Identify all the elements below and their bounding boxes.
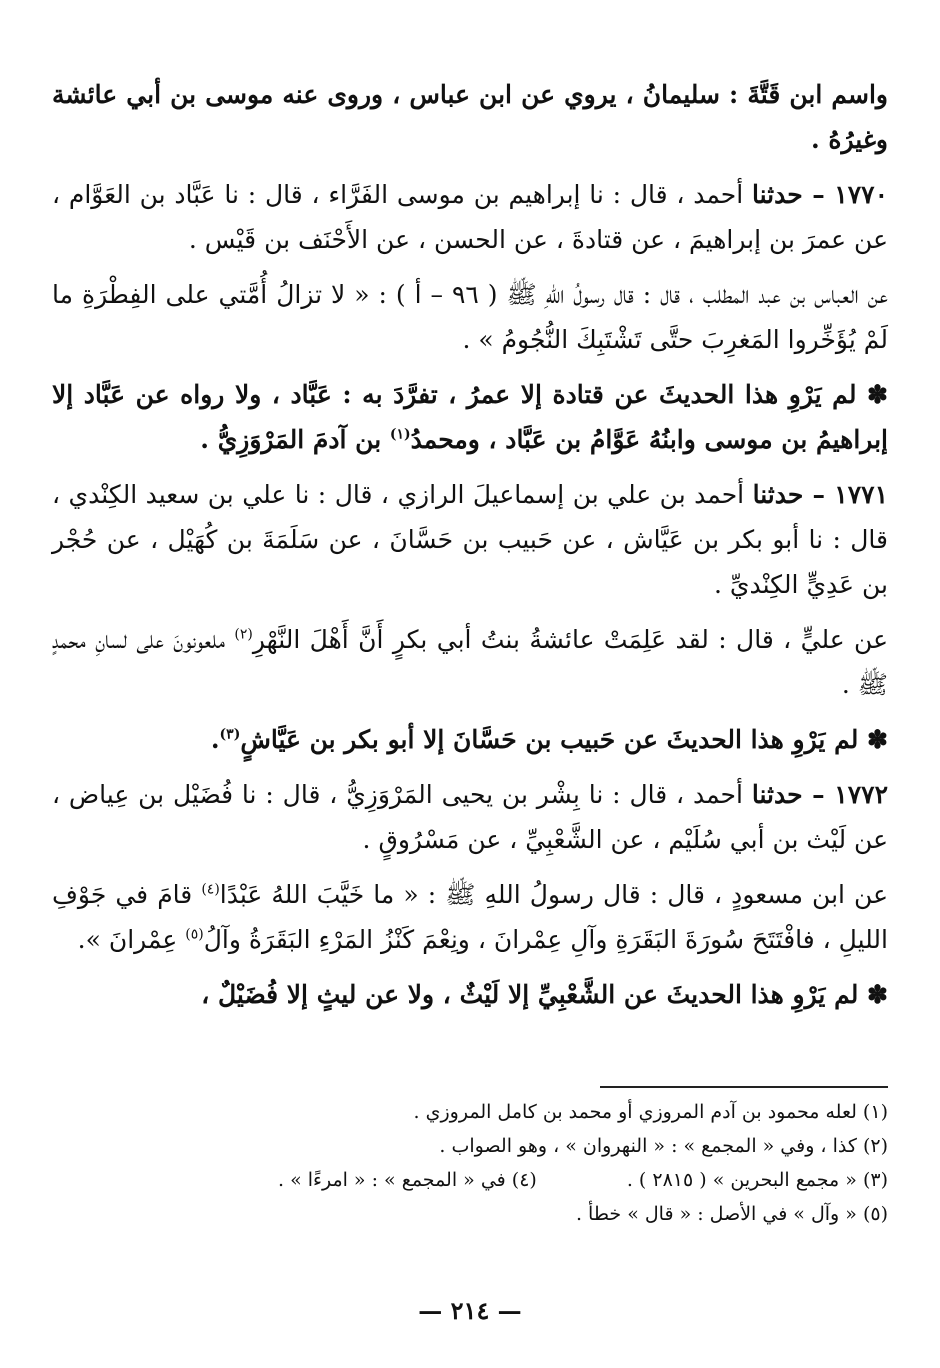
footnote-ref: (٢) xyxy=(234,626,253,643)
footnote-ref: (١) xyxy=(389,426,411,443)
footnote-4: (٤) في « المجمع » : « امرءًا » . xyxy=(278,1169,537,1191)
commentary-paragraph: ✽ لم يَرْوِ هذا الحديثَ عن حَبيب بن حَسَّانَ إلا أبو بكر بن عَيَّاشٍ$^{(٣)}$. xyxy=(210,725,888,754)
page-number: — ٢١٤ — xyxy=(418,1296,522,1325)
footnote-divider xyxy=(600,1086,888,1088)
footnote-row xyxy=(52,1163,888,1197)
hadith-1771: ١٧٧١ – حدثنا أحمد بن علي بن إسماعيلَ الرازي ، قال : نا علي بن سعيد الكِنْدي ، قال : نا أبو بكر بن عَيَّاش ، عن حَبيب بن حَسَّانَ ، عن سَلَمَةَ بن كُهَيْل ، عن حُجْر بن عَدِيٍّ الكِنْديِّ . xyxy=(52,480,888,599)
paragraph: واسم ابن قَتَّةَ : سليمانُ ، يروي عن ابن عباس ، وروى عنه موسى بن أبي عائشة وغيرُهُ . xyxy=(52,80,888,154)
matn-paragraph: عن العباس بن عبد المطلب ، قال : قال رسولُ اللهِ ﷺ ( ٩٦ – أ ) : « لا تزالُ أُمَّتي على الفِطْرَةِ ما لَمْ يُؤَخِّروا المَغرِبَ حتَّى تَشْتَبِكَ النُّجُومُ » . xyxy=(52,280,888,354)
main-text xyxy=(52,72,888,1027)
commentary-paragraph: ✽ لم يَرْوِ هذا الحديثَ عن الشَّعْبِيِّ إلا لَيْثٌ ، ولا عن ليثٍ إلا فُضَيْلٌ ، xyxy=(201,980,888,1009)
matn-paragraph: عن ابن مسعودٍ ، قال : قال رسولُ اللهِ ﷺ : « ما خَيَّبَ اللهُ عَبْدًا$^{(٤)}$ قامَ في جَوْفِ الليلِ ، فافْتَتَحَ سُورَةَ البَقَرَةِ وآلِ عِمْرانَ ، ونِعْمَ كَنْزُ المَرْءِ البَقَرَةُ وآلُ$^{(٥)}$ عِمْرانَ ». xyxy=(52,880,888,954)
footnote-ref: (٥) xyxy=(185,926,204,943)
footnote-2: (٢) كذا ، وفي « المجمع » : « النهروان » ، وهو الصواب . xyxy=(439,1135,888,1157)
hadith-1770: ١٧٧٠ – حدثنا أحمد ، قال : نا إبراهيم بن موسى الفَرَّاء ، قال : نا عَبَّاد بن العَوَّام ، عن عمرَ بن إبراهيمَ ، عن قتادةَ ، عن الحسن ، عن الأَحْنَف بن قَيْس . xyxy=(52,180,889,254)
footnotes xyxy=(52,1095,888,1231)
footnote-3: (٣) « مجمع البحرين » ( ٢٨١٥ ) . xyxy=(626,1169,888,1191)
hadith-1772: ١٧٧٢ – حدثنا أحمد ، قال : نا بِشْر بن يحيى المَرْوَزِيُّ ، قال : نا فُضَيْل بن عِياض ، عن لَيْث بن أبي سُلَيْم ، عن الشَّعْبِيِّ ، عن مَسْرُوقٍ . xyxy=(52,780,889,854)
footnote-ref: (٣) xyxy=(219,726,241,743)
matn-paragraph: عن عليٍّ ، قال : لقد عَلِمَتْ عائشةُ بنتُ أبي بكرٍ أَنَّ أَهْلَ النَّهْرِ$^{(٢)}$ ملعونونَ على لسانِ محمدٍ ﷺ . xyxy=(52,625,888,699)
footnote-ref: (٤) xyxy=(201,881,220,898)
commentary-paragraph: ✽ لم يَرْوِ هذا الحديثَ عن قتادة إلا عمرُ ، تفرَّدَ به : عَبَّاد ، ولا رواه عن عَبَّاد إلا إبراهيمُ بن موسى وابنُهُ عَوَّامُ بن عَبَّاد ، ومحمدُ$^{(١)}$ بن آدمَ المَرْوَزِيُّ . xyxy=(52,380,888,454)
footnote-1: (١) لعله محمود بن آدم المروزي أو محمد بن كامل المروزي . xyxy=(413,1101,888,1123)
hadith-number: ١٧٧٠ – حدثنا xyxy=(752,180,889,209)
hadith-number: ١٧٧٢ – حدثنا xyxy=(751,780,889,809)
footnote-5: (٥) « وآل » في الأصل : « قال » خطأ . xyxy=(575,1203,888,1225)
hadith-number: ١٧٧١ – حدثنا xyxy=(752,480,888,509)
